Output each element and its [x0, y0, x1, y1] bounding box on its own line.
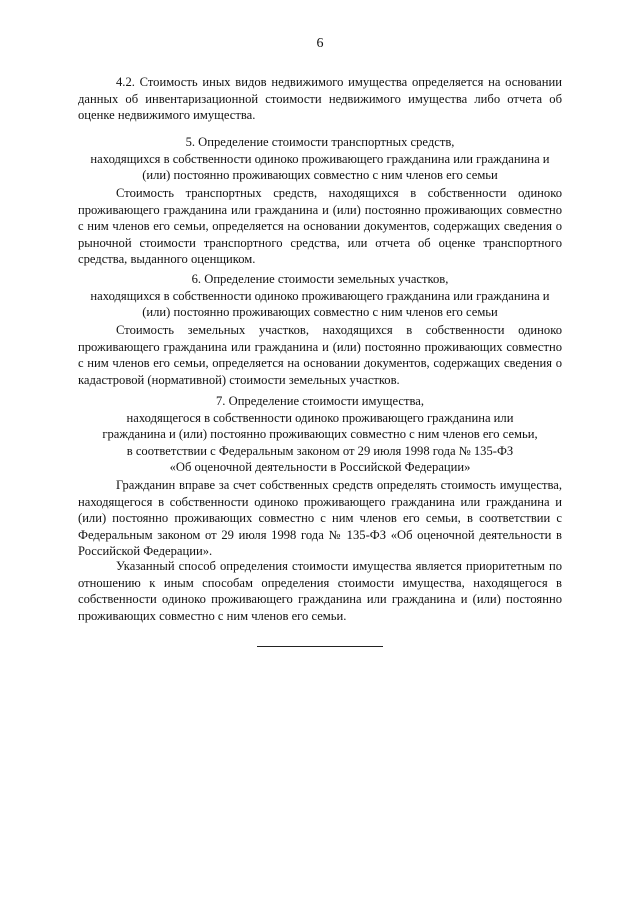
- section-6-body: [78, 322, 562, 388]
- section-heading: [78, 271, 562, 321]
- section-7-heading: [78, 393, 562, 476]
- end-separator-line: [257, 646, 383, 647]
- section-5-body: [78, 185, 562, 268]
- section-7-heading-line-3: гражданина и (или) постоянно проживающих совместно с ним членов его семьи,: [102, 427, 538, 441]
- section-7-heading-line-4: в соответствии с Федеральным законом от 29 июля 1998 года № 135-ФЗ: [126, 443, 514, 458]
- section-heading: [78, 134, 562, 184]
- section-5-heading-line-3: (или) постоянно проживающих совместно с ним членов его семьи: [142, 168, 498, 182]
- section-6-paragraph: Стоимость земельных участков, находящихся в собственности одиноко проживающего гражданина или гражданина и (или) постоянно проживающих совместно с ним членов его семьи, определяется на основании документов, содержащих сведения о кадастровой (нормативной) стоимости земельных участков.: [78, 323, 562, 387]
- page-number: 6: [316, 36, 324, 51]
- section-5-heading-line-1: 5. Определение стоимости транспортных средств,: [185, 135, 455, 149]
- section-6-heading: [78, 271, 562, 321]
- section-heading: [78, 393, 562, 476]
- section-7-body-1: [78, 477, 562, 560]
- section-6-heading-line-1: 6. Определение стоимости земельных участков,: [191, 272, 449, 286]
- section-7-body-2: [78, 558, 562, 624]
- section-6-heading-line-2: находящихся в собственности одиноко проживающего гражданина или гражданина и: [90, 288, 550, 303]
- paragraph-4-2: 4.2. Стоимость иных видов недвижимого имущества определяется на основании данных об инвентаризационной стоимости недвижимого имущества либо отчета об оценке недвижимого имущества.: [78, 75, 562, 122]
- paragraph-4-2-block: [78, 74, 562, 124]
- section-7-heading-line-1: 7. Определение стоимости имущества,: [216, 394, 424, 408]
- section-5-paragraph: Стоимость транспортных средств, находящихся в собственности одиноко проживающего гражданина или гражданина и (или) постоянно проживающих совместно с ним членов его семьи, определяется на основании документов, содержащих сведения о рыночной стоимости транспортного средства, или отчета об оценке транспортного средства, выданного оценщиком.: [78, 186, 562, 266]
- section-7-paragraph-1: Гражданин вправе за счет собственных средств определять стоимость имущества, находящегося в собственности одиноко проживающего гражданина или гражданина и (или) постоянно проживающих совместно с ним членов его семьи, в соответствии с Федеральным законом от 29 июля 1998 года № 135-ФЗ «Об оценочной деятельности в Российской Федерации».: [78, 478, 562, 558]
- section-7-paragraph-2: Указанный способ определения стоимости имущества является приоритетным по отношению к иным способам определения стоимости имущества, находящегося в собственности одиноко проживающего гражданина или гражданина и (или) постоянно проживающих совместно с ним членов его семьи.: [78, 559, 562, 623]
- section-5-heading: [78, 134, 562, 184]
- section-7-heading-line-5: «Об оценочной деятельности в Российской Федерации»: [169, 460, 471, 474]
- section-5-heading-line-2: находящихся в собственности одиноко проживающего гражданина или гражданина и: [90, 151, 550, 166]
- section-7-heading-line-2: находящегося в собственности одиноко проживающего гражданина или: [126, 410, 514, 425]
- section-6-heading-line-3: (или) постоянно проживающих совместно с ним членов его семьи: [142, 305, 498, 319]
